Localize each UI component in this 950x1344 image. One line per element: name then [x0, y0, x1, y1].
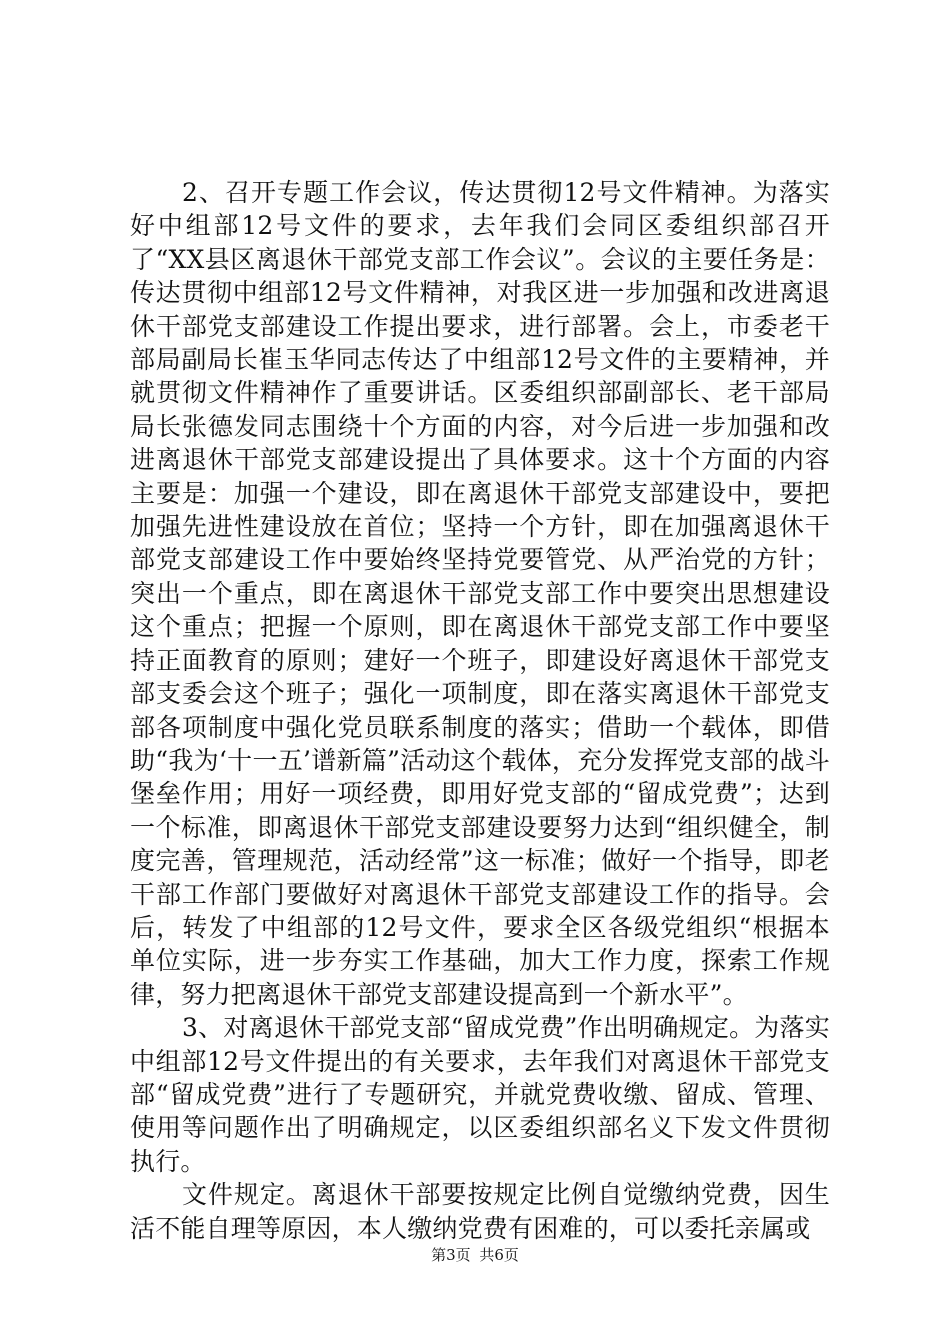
- page-footer: [0, 1244, 950, 1265]
- paragraph-meeting: 2、召开专题工作会议，传达贯彻12号文件精神。为落实好中组部12号文件的要求，去年我们会同区委组织部召开了“XX县区离退休干部党支部工作会议”。会议的主要任务是：传达贯彻中组部12号文件精神，对我区进一步加强和改进离退休干部党支部建设工作提出要求，进行部署。会上，市委老干部局副局长崔玉华同志传达了中组部12号文件的主要精神，并就贯彻文件精神作了重要讲话。区委组织部副部长、老干部局局长张德发同志围绕十个方面的内容，对今后进一步加强和改进离退休干部党支部建设提出了具体要求。这十个方面的内容主要是：加强一个建设，即在离退休干部党支部建设中，要把加强先进性建设放在首位；坚持一个方针，即在加强离退休干部党支部建设工作中要始终坚持党要管党、从严治党的方针；突出一个重点，即在离退休干部党支部工作中要突出思想建设这个重点；把握一个原则，即在离退休干部党支部工作中要坚持正面教育的原则；建好一个班子，即建设好离退休干部党支部支委会这个班子；强化一项制度，即在落实离退休干部党支部各项制度中强化党员联系制度的落实；借助一个载体，即借助“我为‘十一五’谱新篇”活动这个载体，充分发挥党支部的战斗堡垒作用；用好一项经费，即用好党支部的“留成党费”；达到一个标准，即离退休干部党支部建设要努力达到“组织健全，制度完善，管理规范，活动经常”这一标准；做好一个指导，即老干部工作部门要做好对离退休干部党支部建设工作的指导。会后，转发了中组部的12号文件，要求全区各级党组织“根据本单位实际，进一步夯实工作基础，加大工作力度，探索工作规律，努力把离退休干部党支部建设提高到一个新水平”。: [130, 178, 830, 1009]
- page-total: 共6页: [479, 1246, 519, 1264]
- paragraph-party-dues: 3、对离退休干部党支部“留成党费”作出明确规定。为落实中组部12号文件提出的有关要求，去年我们对离退休干部党支部“留成党费”进行了专题研究，并就党费收缴、留成、管理、使用等问题作出了明确规定，以区委组织部名义下发文件贯彻执行。: [130, 1013, 830, 1176]
- document-body: [130, 176, 830, 1245]
- page-number: 第3页: [431, 1246, 471, 1264]
- paragraph-file-rules: 文件规定。离退休干部要按规定比例自觉缴纳党费，因生活不能自理等原因，本人缴纳党费有困难的，可以委托亲属或: [130, 1180, 830, 1243]
